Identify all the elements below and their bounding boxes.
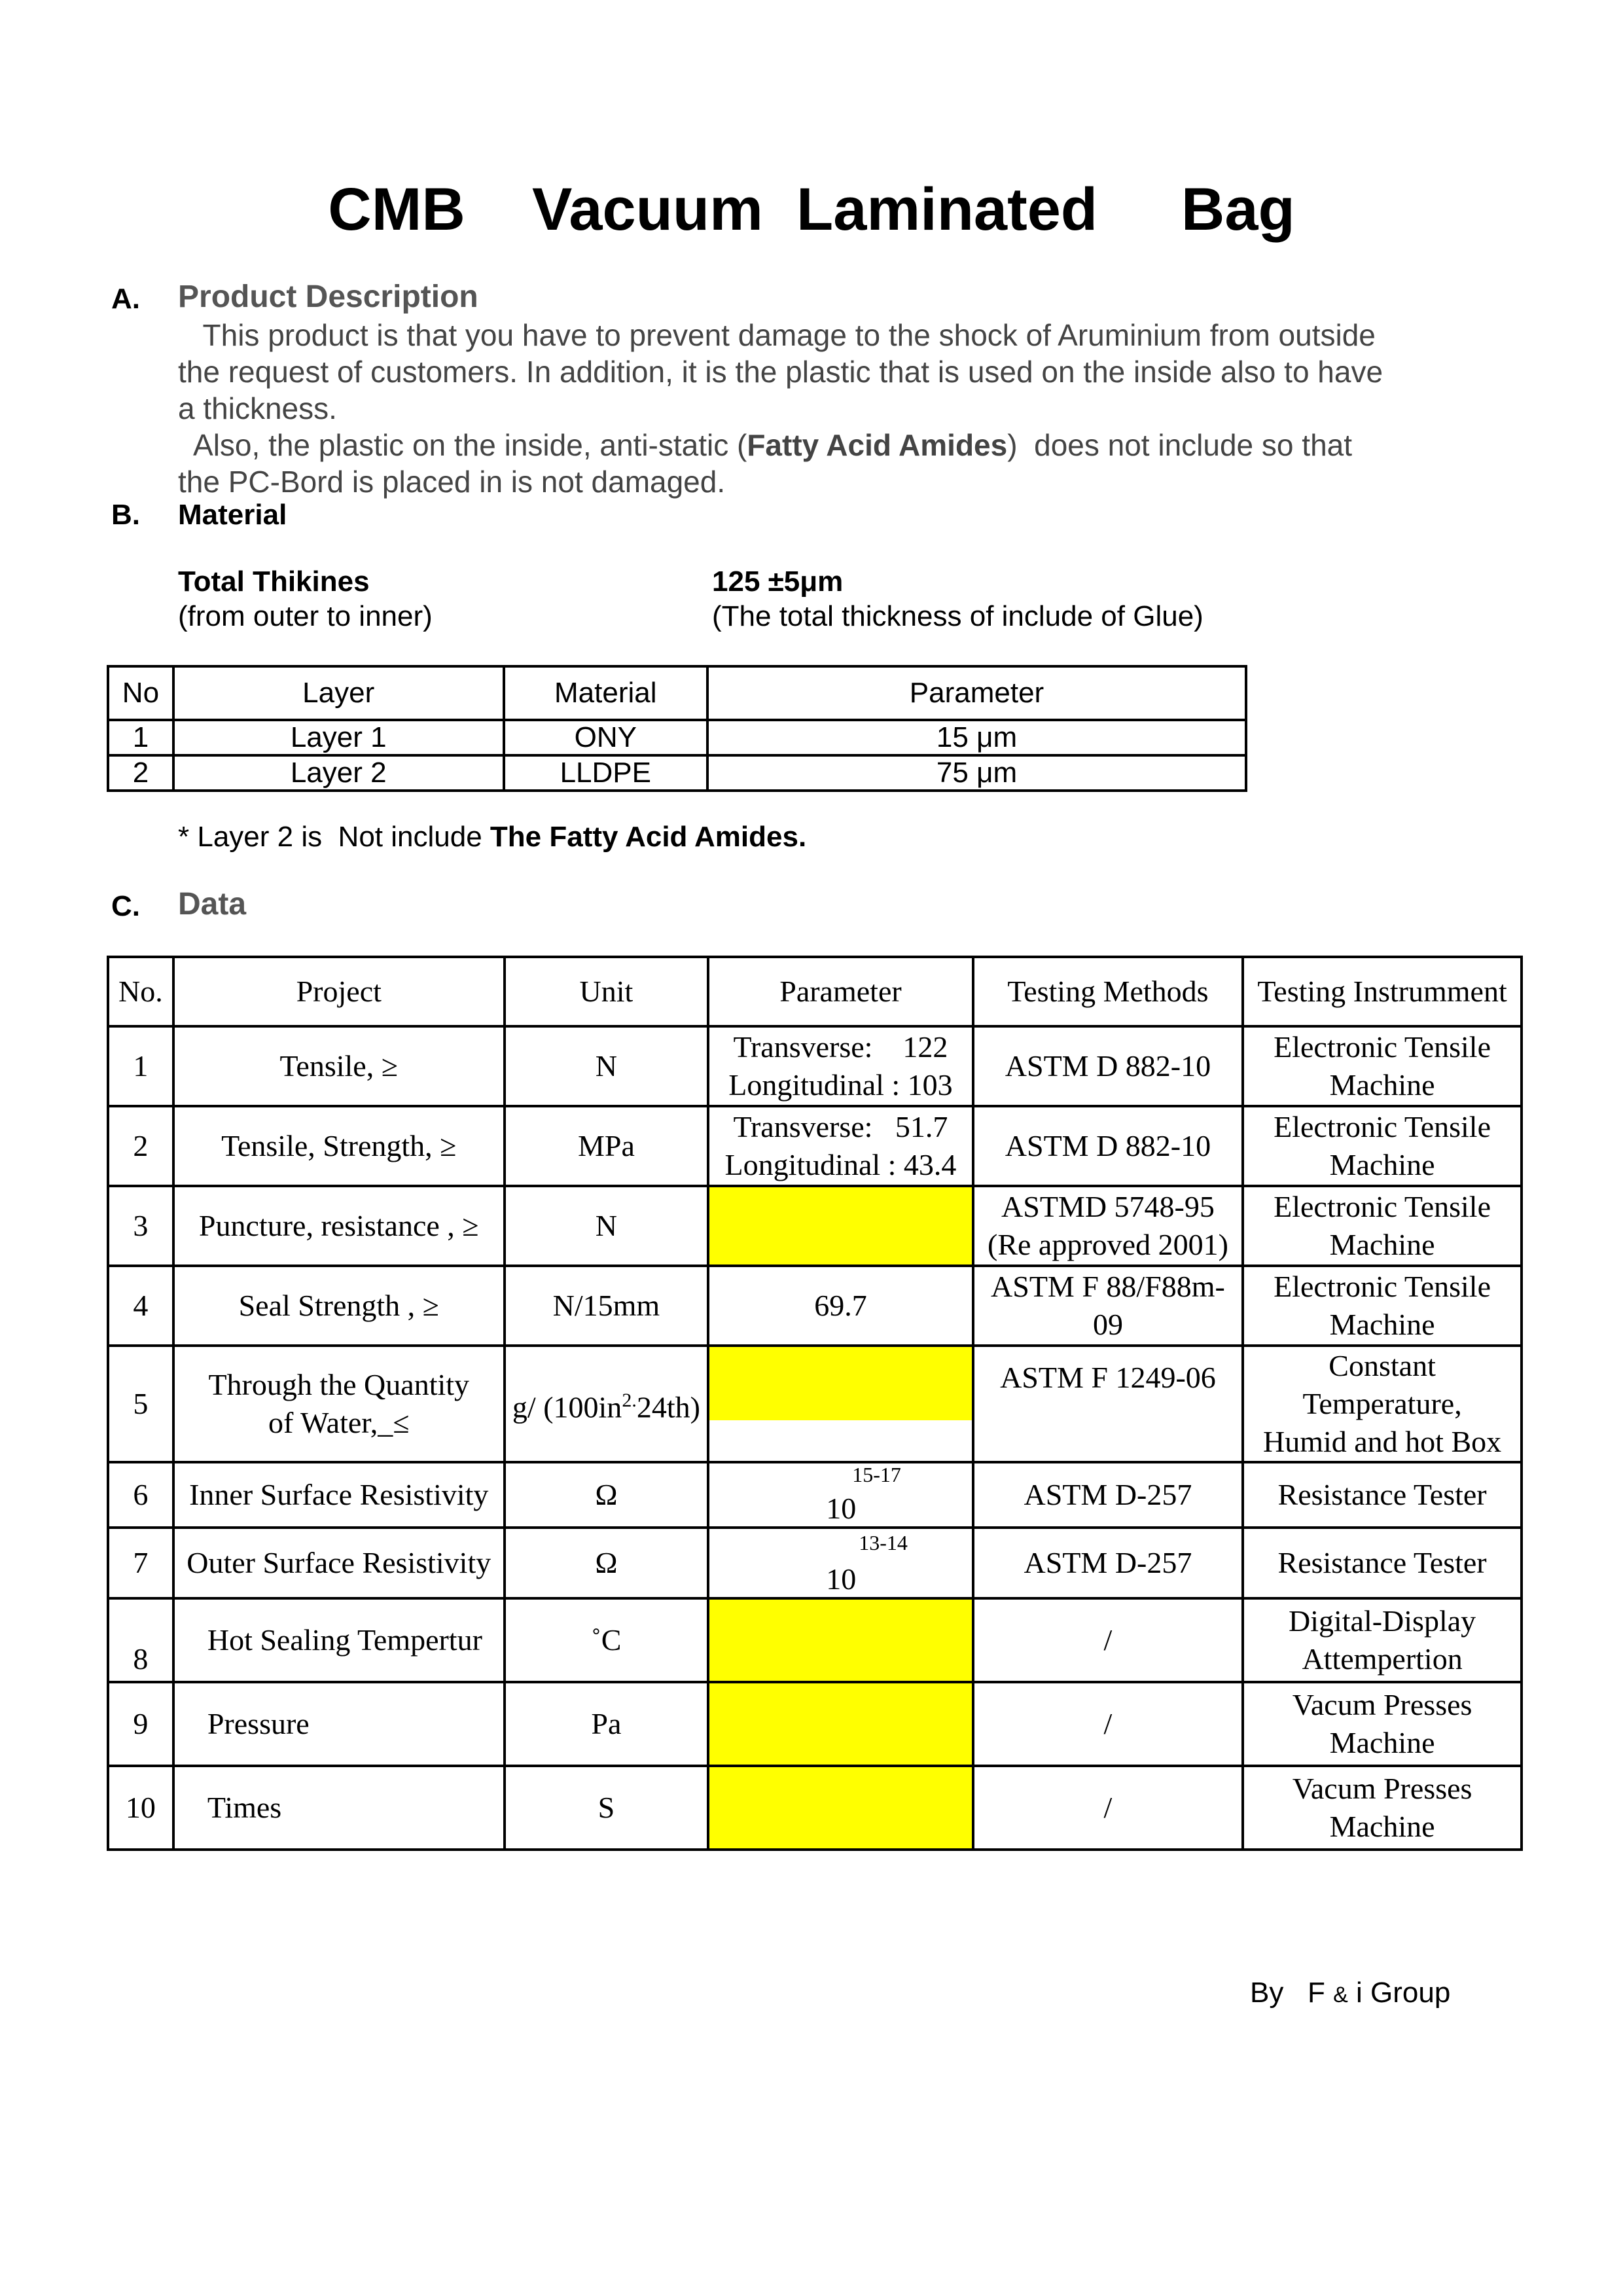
exponent: 15-17 bbox=[852, 1463, 901, 1486]
project-cell: Tensile, Strength, ≥ bbox=[173, 1106, 505, 1186]
project-cell: Pressure bbox=[173, 1682, 505, 1766]
table-row bbox=[108, 720, 1246, 755]
footer-signature bbox=[1250, 1977, 1450, 2009]
header-cell: Project bbox=[173, 957, 505, 1026]
table-row bbox=[108, 1462, 1522, 1528]
parameter-cell-highlighted bbox=[708, 1186, 973, 1266]
parameter-line: Transverse: 51.7 bbox=[733, 1110, 948, 1143]
instrument-cell: Resistance Tester bbox=[1243, 1462, 1522, 1528]
section-a-letter: A. bbox=[111, 283, 140, 315]
instrument-line: Electronic Tensile bbox=[1274, 1190, 1491, 1223]
total-thickness-title: Total Thikines bbox=[178, 565, 370, 598]
description-text: Also, the plastic on the inside, anti-static ( bbox=[178, 428, 747, 462]
header-cell: Testing Instrumment bbox=[1243, 957, 1522, 1026]
instrument-line: Electronic Tensile bbox=[1274, 1110, 1491, 1143]
parameter-line: Transverse: 122 bbox=[733, 1030, 948, 1064]
section-b-letter: B. bbox=[111, 499, 140, 531]
instrument-cell bbox=[1243, 1106, 1522, 1186]
table-cell: 1 bbox=[108, 720, 173, 755]
instrument-cell bbox=[1243, 1266, 1522, 1346]
instrument-cell bbox=[1243, 1766, 1522, 1850]
unit-cell: N bbox=[505, 1026, 709, 1106]
instrument-line: Machine bbox=[1329, 1228, 1435, 1261]
parameter-cell bbox=[708, 1106, 973, 1186]
unit-text: g/ (100in bbox=[512, 1390, 622, 1424]
instrument-cell bbox=[1243, 1682, 1522, 1766]
description-line: the request of customers. In addition, it is the plastic that is used on the inside also to have bbox=[178, 355, 1383, 389]
unit-superscript: 2. bbox=[622, 1389, 637, 1411]
header-cell: Testing Methods bbox=[973, 957, 1243, 1026]
header-cell: No bbox=[108, 666, 173, 720]
footer-ampersand: & bbox=[1333, 1982, 1348, 2007]
description-line: a thickness. bbox=[178, 391, 337, 425]
description-line: This product is that you have to prevent damage to the shock of Aruminium from outside bbox=[178, 318, 1376, 352]
total-thickness-label bbox=[178, 564, 433, 634]
instrument-line: Machine bbox=[1329, 1068, 1435, 1102]
base: 10 bbox=[826, 1562, 857, 1596]
unit-cell: Pa bbox=[505, 1682, 709, 1766]
method-cell: ASTM D-257 bbox=[973, 1528, 1243, 1598]
unit-cell: Ω bbox=[505, 1528, 709, 1598]
instrument-line: Vacum Presses bbox=[1292, 1688, 1472, 1721]
project-cell: Puncture, resistance , ≥ bbox=[173, 1186, 505, 1266]
table-row bbox=[108, 1346, 1522, 1462]
description-line bbox=[178, 427, 1461, 463]
parameter-line: Longitudinal : 43.4 bbox=[724, 1148, 957, 1181]
row-number: 10 bbox=[108, 1766, 173, 1850]
method-line: ASTMD 5748-95 bbox=[1001, 1190, 1215, 1223]
project-cell: Seal Strength , ≥ bbox=[173, 1266, 505, 1346]
table-cell: 75 μm bbox=[707, 755, 1246, 791]
description-line: the PC-Bord is placed in is not damaged. bbox=[178, 465, 726, 499]
instrument-cell bbox=[1243, 1026, 1522, 1106]
header-cell: Layer bbox=[173, 666, 504, 720]
unit-cell: N/15mm bbox=[505, 1266, 709, 1346]
parameter-cell bbox=[708, 1462, 973, 1528]
instrument-line: Digital-Display bbox=[1288, 1604, 1476, 1638]
unit-cell bbox=[505, 1346, 709, 1462]
row-number: 6 bbox=[108, 1462, 173, 1528]
instrument-cell: Resistance Tester bbox=[1243, 1528, 1522, 1598]
exponent: 13-14 bbox=[859, 1531, 908, 1554]
section-b-heading: Material bbox=[178, 499, 287, 531]
method-cell: / bbox=[973, 1766, 1243, 1850]
row-number: 5 bbox=[108, 1346, 173, 1462]
row-number: 8 bbox=[108, 1598, 173, 1682]
project-line: Through the Quantity bbox=[208, 1368, 470, 1401]
header-cell: Parameter bbox=[708, 957, 973, 1026]
table-cell: LLDPE bbox=[504, 755, 707, 791]
total-thickness-note: (The total thickness of include of Glue) bbox=[712, 600, 1204, 632]
material-table bbox=[107, 665, 1247, 792]
description-text: ) does not include so that bbox=[1007, 428, 1353, 462]
parameter-cell bbox=[708, 1528, 973, 1598]
total-thickness-number: 125 ±5μm bbox=[712, 565, 844, 598]
table-row bbox=[108, 1766, 1522, 1850]
instrument-cell bbox=[1243, 1186, 1522, 1266]
table-row bbox=[108, 1106, 1522, 1186]
table-cell: ONY bbox=[504, 720, 707, 755]
product-description bbox=[178, 317, 1461, 500]
data-table bbox=[107, 956, 1523, 1851]
parameter-line: Longitudinal : 103 bbox=[728, 1068, 953, 1102]
header-cell: No. bbox=[108, 957, 173, 1026]
project-cell: Hot Sealing Tempertur bbox=[173, 1598, 505, 1682]
table-cell: 2 bbox=[108, 755, 173, 791]
method-cell: ASTM D 882-10 bbox=[973, 1106, 1243, 1186]
project-cell bbox=[173, 1346, 505, 1462]
unit-text: 24th) bbox=[636, 1390, 700, 1424]
parameter-cell-highlighted bbox=[708, 1766, 973, 1850]
total-thickness-sub: (from outer to inner) bbox=[178, 600, 433, 632]
total-thickness-value bbox=[712, 564, 1204, 634]
table-cell: Layer 1 bbox=[173, 720, 504, 755]
section-c-heading: Data bbox=[178, 887, 247, 922]
instrument-line: Machine bbox=[1329, 1810, 1435, 1843]
method-cell: / bbox=[973, 1598, 1243, 1682]
instrument-line: Machine bbox=[1329, 1726, 1435, 1759]
row-number: 2 bbox=[108, 1106, 173, 1186]
instrument-line: Machine bbox=[1329, 1148, 1435, 1181]
instrument-line: Constant bbox=[1329, 1349, 1436, 1382]
layer-note bbox=[178, 821, 806, 853]
project-cell: Times bbox=[173, 1766, 505, 1850]
table-cell: 15 μm bbox=[707, 720, 1246, 755]
table-cell: Layer 2 bbox=[173, 755, 504, 791]
parameter-cell-highlighted bbox=[708, 1682, 973, 1766]
table-row bbox=[108, 1266, 1522, 1346]
method-cell bbox=[973, 1186, 1243, 1266]
unit-cell: Ω bbox=[505, 1462, 709, 1528]
instrument-cell bbox=[1243, 1598, 1522, 1682]
highlight-block bbox=[709, 1347, 972, 1420]
data-table-header bbox=[108, 957, 1522, 1026]
instrument-line: Electronic Tensile bbox=[1274, 1270, 1491, 1303]
material-table-header bbox=[108, 666, 1246, 720]
description-bold: Fatty Acid Amides bbox=[747, 428, 1008, 462]
footer-by: By F bbox=[1250, 1977, 1334, 2009]
parameter-cell: 69.7 bbox=[708, 1266, 973, 1346]
method-cell: / bbox=[973, 1682, 1243, 1766]
table-row bbox=[108, 1026, 1522, 1106]
table-row bbox=[108, 1598, 1522, 1682]
unit-cell: ˚C bbox=[505, 1598, 709, 1682]
method-cell: ASTM F 88/F88m-09 bbox=[973, 1266, 1243, 1346]
table-row bbox=[108, 1528, 1522, 1598]
instrument-line: Vacum Presses bbox=[1292, 1772, 1472, 1805]
row-number: 1 bbox=[108, 1026, 173, 1106]
unit-cell: MPa bbox=[505, 1106, 709, 1186]
instrument-line: Temperature, bbox=[1302, 1387, 1462, 1420]
row-number: 3 bbox=[108, 1186, 173, 1266]
instrument-line: Electronic Tensile bbox=[1274, 1030, 1491, 1064]
method-cell: ASTM D 882-10 bbox=[973, 1026, 1243, 1106]
header-cell: Parameter bbox=[707, 666, 1246, 720]
method-cell: ASTM D-257 bbox=[973, 1462, 1243, 1528]
project-line: of Water,_≤ bbox=[268, 1406, 410, 1439]
row-number: 4 bbox=[108, 1266, 173, 1346]
header-cell: Unit bbox=[505, 957, 709, 1026]
footer-group: i Group bbox=[1347, 1977, 1451, 2009]
project-cell: Tensile, ≥ bbox=[173, 1026, 505, 1106]
instrument-line: Humid and hot Box bbox=[1262, 1425, 1502, 1458]
unit-cell: N bbox=[505, 1186, 709, 1266]
section-c-letter: C. bbox=[111, 890, 140, 922]
row-number: 7 bbox=[108, 1528, 173, 1598]
instrument-line: Attempertion bbox=[1302, 1642, 1463, 1676]
table-row bbox=[108, 1682, 1522, 1766]
table-row bbox=[108, 1186, 1522, 1266]
note-bold: The Fatty Acid Amides. bbox=[490, 821, 807, 853]
unit-cell: S bbox=[505, 1766, 709, 1850]
instrument-cell bbox=[1243, 1346, 1522, 1462]
note-text: * Layer 2 is Not include bbox=[178, 821, 490, 853]
instrument-line: Machine bbox=[1329, 1308, 1435, 1341]
parameter-cell-highlighted bbox=[708, 1346, 973, 1462]
project-cell: Inner Surface Resistivity bbox=[173, 1462, 505, 1528]
base: 10 bbox=[826, 1492, 857, 1525]
project-cell: Outer Surface Resistivity bbox=[173, 1528, 505, 1598]
row-number: 9 bbox=[108, 1682, 173, 1766]
table-row bbox=[108, 755, 1246, 791]
method-line: (Re approved 2001) bbox=[988, 1228, 1228, 1261]
document-title: CMB Vacuum Laminated Bag bbox=[328, 176, 1295, 243]
section-a-heading: Product Description bbox=[178, 279, 478, 314]
header-cell: Material bbox=[504, 666, 707, 720]
method-cell: ASTM F 1249-06 bbox=[973, 1346, 1243, 1462]
parameter-cell bbox=[708, 1026, 973, 1106]
parameter-cell-highlighted bbox=[708, 1598, 973, 1682]
